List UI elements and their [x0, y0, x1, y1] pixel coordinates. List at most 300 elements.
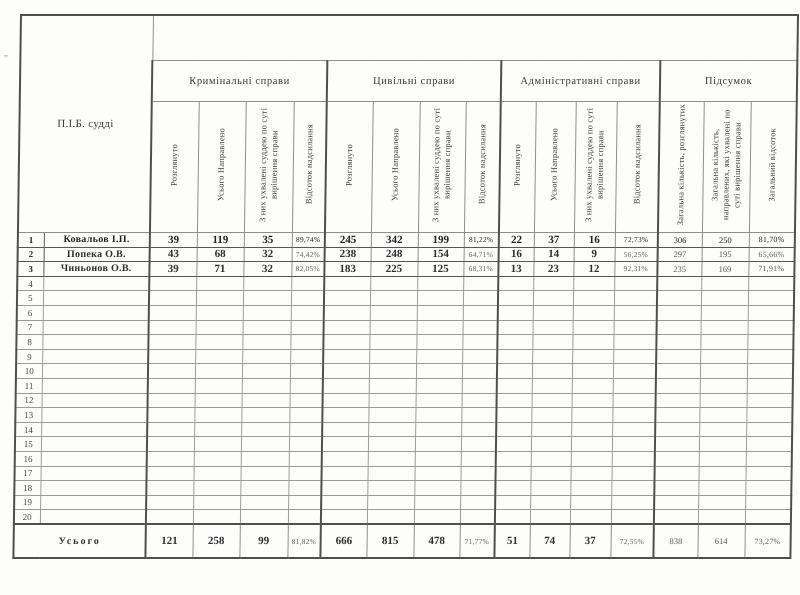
cell	[614, 305, 657, 320]
cell: 64,71%	[464, 247, 499, 262]
cell	[193, 466, 240, 481]
cell	[291, 291, 324, 306]
cell	[322, 408, 368, 423]
cell	[369, 364, 416, 379]
cell	[531, 422, 571, 437]
cell	[572, 364, 613, 379]
cell	[462, 364, 497, 379]
cell	[149, 276, 196, 291]
judge-name	[42, 364, 148, 379]
table-row	[14, 510, 791, 525]
cell	[240, 510, 288, 525]
cell	[747, 364, 793, 379]
cell	[461, 408, 496, 423]
cell	[291, 305, 324, 320]
total-cell: 37	[569, 524, 610, 558]
cell	[323, 393, 369, 408]
cell: 32	[243, 262, 291, 277]
cell	[193, 481, 240, 496]
cell	[531, 437, 571, 452]
cell	[656, 349, 700, 364]
cell	[572, 349, 613, 364]
total-cell: 815	[366, 524, 413, 558]
cell	[324, 276, 370, 291]
cell	[701, 276, 748, 291]
total-cell: 71,77%	[459, 524, 494, 558]
cell: 169	[701, 262, 748, 277]
judge-name	[40, 510, 146, 525]
cell	[531, 408, 571, 423]
cell	[460, 510, 495, 525]
cell: 81,22%	[464, 233, 499, 248]
cell	[288, 466, 321, 481]
cell	[614, 320, 657, 335]
table-row	[15, 408, 792, 423]
table-row	[17, 276, 794, 291]
cell	[498, 276, 533, 291]
cell: 245	[325, 233, 371, 248]
total-cell: 666	[320, 524, 366, 558]
cell	[533, 320, 573, 335]
total-cell: 51	[494, 524, 529, 558]
column-header	[292, 102, 327, 233]
row-number: 15	[15, 437, 41, 452]
cell	[243, 320, 291, 335]
cell: 92,31%	[614, 262, 657, 277]
table-row	[17, 291, 794, 306]
cell	[495, 481, 530, 496]
cell	[321, 466, 367, 481]
cell	[290, 335, 323, 350]
judge-name	[40, 481, 146, 496]
cell	[700, 393, 747, 408]
column-header	[615, 102, 660, 233]
cell: 23	[533, 262, 573, 277]
cell	[242, 378, 290, 393]
table-row	[15, 422, 792, 437]
judge-name	[41, 437, 147, 452]
column-header-label: Загальна кількість, направлених, які ухвалені по суті вирішення справи	[709, 109, 743, 220]
cell	[289, 437, 322, 452]
cell	[532, 364, 572, 379]
cell	[416, 349, 462, 364]
cell	[288, 495, 321, 510]
cell	[613, 335, 656, 350]
cell	[570, 481, 611, 496]
cell	[290, 393, 323, 408]
cell	[496, 422, 531, 437]
total-cell: 121	[145, 524, 192, 558]
table-row	[16, 393, 793, 408]
total-cell: 838	[653, 524, 697, 558]
cell	[657, 320, 701, 335]
cell	[748, 305, 794, 320]
column-header	[418, 102, 466, 233]
cell	[747, 349, 793, 364]
cell	[654, 495, 698, 510]
table-row	[17, 262, 794, 277]
cell	[368, 437, 415, 452]
cell: 250	[702, 233, 749, 248]
cell	[414, 481, 460, 496]
row-number: 9	[16, 349, 42, 364]
cell	[416, 393, 462, 408]
table-row	[16, 364, 793, 379]
cell	[656, 393, 700, 408]
cell	[414, 466, 460, 481]
cell	[700, 349, 747, 364]
judge-name	[40, 495, 146, 510]
cell	[461, 451, 496, 466]
cell	[147, 451, 194, 466]
cell	[240, 495, 288, 510]
cell	[498, 320, 533, 335]
cell	[196, 305, 243, 320]
cell	[149, 320, 196, 335]
cell	[572, 378, 613, 393]
header-top-band	[152, 15, 798, 61]
table-row	[16, 349, 793, 364]
column-header-label: З них ухвалені суддею по суті вирішення справи	[583, 107, 606, 222]
cell	[195, 393, 242, 408]
judge-name	[40, 466, 146, 481]
cell	[149, 305, 196, 320]
column-header	[749, 102, 797, 233]
cell	[242, 364, 290, 379]
cell	[654, 466, 698, 481]
table-row	[14, 495, 791, 510]
row-number: 2	[18, 247, 44, 262]
cell	[461, 422, 496, 437]
column-header	[197, 102, 246, 233]
judges-report-table	[12, 14, 799, 559]
cell	[241, 437, 289, 452]
table-row	[14, 466, 791, 481]
cell	[745, 495, 791, 510]
cell	[415, 408, 461, 423]
cell	[147, 408, 194, 423]
judge-name	[43, 320, 149, 335]
cell: 68	[197, 247, 244, 262]
cell	[416, 378, 462, 393]
group-header: Цивільні справи	[327, 61, 502, 102]
row-number: 19	[14, 495, 40, 510]
cell	[417, 320, 463, 335]
total-row	[13, 524, 790, 558]
judge-name	[43, 305, 149, 320]
judge-name	[41, 408, 147, 423]
cell	[370, 305, 417, 320]
cell	[571, 422, 612, 437]
cell: 125	[417, 262, 463, 277]
cell	[745, 481, 791, 496]
cell	[571, 408, 612, 423]
cell	[701, 305, 748, 320]
cell	[572, 335, 613, 350]
cell	[530, 481, 570, 496]
table-row	[15, 451, 792, 466]
cell	[570, 466, 611, 481]
cell: 22	[499, 233, 534, 248]
cell	[241, 451, 289, 466]
header-row-top	[20, 15, 798, 61]
cell	[532, 349, 572, 364]
cell	[417, 305, 463, 320]
column-header	[150, 102, 199, 233]
cell	[323, 378, 369, 393]
cell	[146, 466, 193, 481]
cell	[194, 437, 241, 452]
cell	[369, 335, 416, 350]
cell	[611, 466, 654, 481]
cell	[497, 393, 532, 408]
cell: 306	[658, 233, 702, 248]
cell	[496, 451, 531, 466]
column-header	[574, 102, 617, 233]
total-cell: 614	[697, 524, 744, 558]
cell	[291, 320, 324, 335]
cell	[367, 510, 414, 525]
judge-name	[43, 276, 149, 291]
cell	[462, 335, 497, 350]
cell	[148, 393, 195, 408]
cell	[149, 291, 196, 306]
cell: 14	[534, 247, 574, 262]
cell: 248	[371, 247, 418, 262]
cell	[323, 364, 369, 379]
cell: 71	[196, 262, 243, 277]
cell	[699, 408, 746, 423]
cell	[573, 305, 614, 320]
scan-artifact: „	[4, 48, 8, 58]
cell	[611, 495, 654, 510]
cell	[322, 451, 368, 466]
cell	[654, 481, 698, 496]
cell: 13	[498, 262, 533, 277]
cell	[196, 276, 243, 291]
cell	[194, 408, 241, 423]
cell	[746, 437, 792, 452]
column-header	[702, 102, 751, 233]
total-cell: 73,27%	[744, 524, 790, 558]
row-number: 12	[16, 393, 42, 408]
cell	[498, 291, 533, 306]
judge-name	[42, 335, 148, 350]
column-header	[534, 102, 576, 233]
cell	[290, 349, 323, 364]
cell	[146, 510, 193, 525]
cell	[368, 408, 415, 423]
cell	[463, 305, 498, 320]
cell	[241, 408, 289, 423]
cell	[495, 495, 530, 510]
column-header	[325, 102, 373, 233]
total-label: Усього	[13, 524, 145, 558]
cell	[498, 305, 533, 320]
table-row	[14, 481, 791, 496]
cell	[415, 451, 461, 466]
cell	[497, 349, 532, 364]
cell	[462, 378, 497, 393]
cell	[700, 364, 747, 379]
row-number: 20	[14, 510, 40, 525]
cell	[656, 364, 700, 379]
cell: 39	[150, 233, 197, 248]
cell: 72,73%	[615, 233, 658, 248]
cell	[241, 422, 289, 437]
cell	[698, 466, 745, 481]
row-number: 8	[16, 335, 42, 350]
column-header-label: Усього Направлено	[548, 127, 560, 202]
cell	[195, 378, 242, 393]
judge-name	[42, 349, 148, 364]
judge-name	[41, 422, 147, 437]
cell	[573, 291, 614, 306]
cell	[698, 510, 745, 525]
cell	[657, 305, 701, 320]
cell: 9	[574, 247, 615, 262]
row-number: 16	[15, 451, 41, 466]
cell: 16	[499, 247, 534, 262]
cell	[571, 437, 612, 452]
cell	[194, 422, 241, 437]
cell	[698, 495, 745, 510]
cell	[497, 378, 532, 393]
cell	[573, 320, 614, 335]
row-number: 17	[14, 466, 40, 481]
cell	[324, 320, 370, 335]
cell	[290, 364, 323, 379]
cell: 16	[574, 233, 615, 248]
column-header-label: З них ухвалені суддею по суті вирішення справи	[257, 107, 280, 222]
cell	[613, 349, 656, 364]
cell: 195	[702, 247, 749, 262]
column-header-label: Відсоток надсилання	[303, 124, 315, 205]
cell	[533, 276, 573, 291]
total-cell: 74	[529, 524, 569, 558]
cell	[194, 451, 241, 466]
row-number: 14	[15, 422, 41, 437]
cell	[289, 451, 322, 466]
cell	[195, 349, 242, 364]
cell	[323, 349, 369, 364]
cell	[571, 451, 612, 466]
cell: 235	[657, 262, 701, 277]
table-row	[18, 247, 795, 262]
cell	[290, 378, 323, 393]
cell	[243, 291, 291, 306]
cell	[532, 393, 572, 408]
cell	[369, 378, 416, 393]
cell: 119	[197, 233, 244, 248]
cell	[497, 364, 532, 379]
cell	[324, 291, 370, 306]
cell	[321, 495, 367, 510]
cell	[701, 291, 748, 306]
column-header-label: Відсоток надсилання	[631, 124, 643, 205]
judge-name: Попека О.В.	[44, 247, 150, 262]
row-number: 4	[17, 276, 43, 291]
cell	[415, 437, 461, 452]
cell	[614, 291, 657, 306]
column-header	[499, 102, 536, 233]
row-number: 18	[14, 481, 40, 496]
cell: 65,66%	[749, 247, 795, 262]
judge-name	[43, 291, 149, 306]
cell	[289, 422, 322, 437]
column-header-label: Усього Направлено	[389, 127, 401, 202]
cell: 71,91%	[748, 262, 794, 277]
cell	[288, 510, 321, 525]
total-cell: 258	[192, 524, 239, 558]
cell	[242, 349, 290, 364]
cell: 74,42%	[292, 247, 325, 262]
cell	[367, 495, 414, 510]
cell	[497, 335, 532, 350]
cell	[533, 291, 573, 306]
row-number: 10	[16, 364, 42, 379]
cell	[324, 305, 370, 320]
cell	[532, 378, 572, 393]
cell	[701, 320, 748, 335]
cell	[196, 291, 243, 306]
cell: 297	[658, 247, 702, 262]
cell	[748, 291, 794, 306]
cell: 183	[324, 262, 370, 277]
cell	[698, 481, 745, 496]
cell: 89,74%	[292, 233, 325, 248]
cell	[323, 335, 369, 350]
cell	[146, 481, 193, 496]
cell	[462, 349, 497, 364]
judge-name: Ковальов І.П.	[44, 233, 150, 248]
cell: 199	[418, 233, 464, 248]
cell	[242, 393, 290, 408]
cell	[611, 510, 654, 525]
cell: 225	[370, 262, 417, 277]
column-header	[464, 102, 501, 233]
cell	[370, 291, 417, 306]
cell	[148, 335, 195, 350]
cell	[657, 291, 701, 306]
cell	[367, 481, 414, 496]
row-number: 7	[17, 320, 43, 335]
cell	[463, 320, 498, 335]
cell	[570, 495, 611, 510]
cell	[655, 422, 699, 437]
column-header-label: Загальний відсоток	[766, 127, 778, 202]
cell	[367, 466, 414, 481]
column-header-label: З них ухвалені суддею по суті вирішення справи	[430, 107, 453, 222]
cell	[463, 291, 498, 306]
cell	[572, 393, 613, 408]
row-number: 1	[18, 233, 44, 248]
name-column-header: П.І.Б. судді	[18, 15, 153, 233]
cell	[532, 335, 572, 350]
table-row	[17, 305, 794, 320]
cell	[460, 466, 495, 481]
cell	[496, 408, 531, 423]
table-row	[18, 233, 795, 248]
cell	[322, 422, 368, 437]
cell	[495, 510, 530, 525]
row-number: 6	[17, 305, 43, 320]
cell	[570, 510, 611, 525]
cell	[370, 276, 417, 291]
cell	[745, 510, 791, 525]
cell	[748, 320, 794, 335]
cell	[699, 437, 746, 452]
